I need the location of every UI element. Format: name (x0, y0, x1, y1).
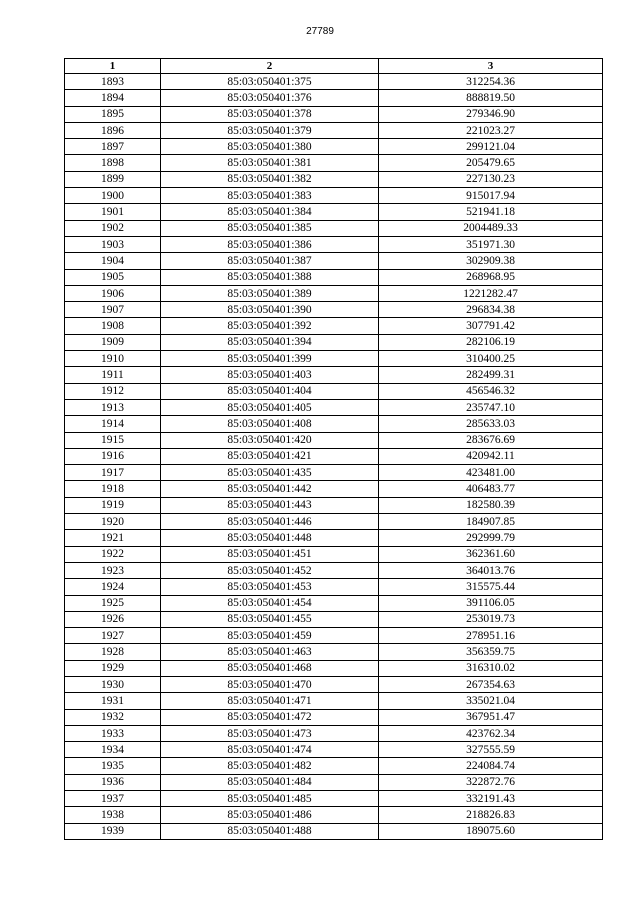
value-cell: 1221282.47 (379, 285, 603, 301)
value-cell: 189075.60 (379, 823, 603, 839)
row-number-cell: 1922 (65, 546, 161, 562)
cadastral-number-cell: 85:03:050401:484 (161, 774, 379, 790)
cadastral-number-cell: 85:03:050401:488 (161, 823, 379, 839)
value-cell: 227130.23 (379, 171, 603, 187)
value-cell: 278951.16 (379, 628, 603, 644)
row-number-cell: 1938 (65, 807, 161, 823)
value-cell: 406483.77 (379, 481, 603, 497)
table-row (65, 807, 603, 823)
row-number-cell: 1913 (65, 399, 161, 415)
cadastral-number-cell: 85:03:050401:435 (161, 465, 379, 481)
table-row (65, 416, 603, 432)
row-number-cell: 1902 (65, 220, 161, 236)
value-cell: 332191.43 (379, 791, 603, 807)
cadastral-number-cell: 85:03:050401:473 (161, 725, 379, 741)
row-number-cell: 1894 (65, 90, 161, 106)
table-row (65, 155, 603, 171)
cadastral-number-cell: 85:03:050401:474 (161, 742, 379, 758)
table-row (65, 351, 603, 367)
cadastral-number-cell: 85:03:050401:486 (161, 807, 379, 823)
row-number-cell: 1912 (65, 383, 161, 399)
table-row (65, 644, 603, 660)
value-cell: 224084.74 (379, 758, 603, 774)
value-cell: 307791.42 (379, 318, 603, 334)
cadastral-number-cell: 85:03:050401:404 (161, 383, 379, 399)
value-cell: 292999.79 (379, 530, 603, 546)
column-header-1: 1 (65, 59, 161, 74)
value-cell: 356359.75 (379, 644, 603, 660)
value-cell: 285633.03 (379, 416, 603, 432)
row-number-cell: 1917 (65, 465, 161, 481)
cadastral-number-cell: 85:03:050401:376 (161, 90, 379, 106)
cadastral-number-cell: 85:03:050401:387 (161, 253, 379, 269)
row-number-cell: 1911 (65, 367, 161, 383)
table-row (65, 660, 603, 676)
value-cell: 335021.04 (379, 693, 603, 709)
cadastral-number-cell: 85:03:050401:403 (161, 367, 379, 383)
cadastral-number-cell: 85:03:050401:448 (161, 530, 379, 546)
value-cell: 327555.59 (379, 742, 603, 758)
cadastral-number-cell: 85:03:050401:452 (161, 562, 379, 578)
cadastral-number-cell: 85:03:050401:375 (161, 74, 379, 90)
cadastral-number-cell: 85:03:050401:420 (161, 432, 379, 448)
table-header-row (65, 59, 603, 74)
cadastral-number-cell: 85:03:050401:385 (161, 220, 379, 236)
cadastral-number-cell: 85:03:050401:381 (161, 155, 379, 171)
cadastral-number-cell: 85:03:050401:455 (161, 611, 379, 627)
value-cell: 283676.69 (379, 432, 603, 448)
table-row (65, 546, 603, 562)
cadastral-number-cell: 85:03:050401:394 (161, 334, 379, 350)
row-number-cell: 1925 (65, 595, 161, 611)
table-row (65, 514, 603, 530)
value-cell: 521941.18 (379, 204, 603, 220)
value-cell: 367951.47 (379, 709, 603, 725)
cadastral-number-cell: 85:03:050401:382 (161, 171, 379, 187)
cadastral-number-cell: 85:03:050401:384 (161, 204, 379, 220)
row-number-cell: 1898 (65, 155, 161, 171)
row-number-cell: 1903 (65, 236, 161, 252)
row-number-cell: 1918 (65, 481, 161, 497)
row-number-cell: 1919 (65, 497, 161, 513)
value-cell: 279346.90 (379, 106, 603, 122)
table-row (65, 220, 603, 236)
row-number-cell: 1914 (65, 416, 161, 432)
cadastral-number-cell: 85:03:050401:451 (161, 546, 379, 562)
row-number-cell: 1939 (65, 823, 161, 839)
row-number-cell: 1900 (65, 188, 161, 204)
cadastral-number-cell: 85:03:050401:388 (161, 269, 379, 285)
table-row (65, 188, 603, 204)
value-cell: 235747.10 (379, 399, 603, 415)
row-number-cell: 1910 (65, 351, 161, 367)
value-cell: 184907.85 (379, 514, 603, 530)
table-row (65, 448, 603, 464)
cadastral-number-cell: 85:03:050401:405 (161, 399, 379, 415)
value-cell: 218826.83 (379, 807, 603, 823)
value-cell: 315575.44 (379, 579, 603, 595)
table-row (65, 236, 603, 252)
cadastral-number-cell: 85:03:050401:446 (161, 514, 379, 530)
row-number-cell: 1893 (65, 74, 161, 90)
value-cell: 423762.34 (379, 725, 603, 741)
cadastral-number-cell: 85:03:050401:390 (161, 302, 379, 318)
row-number-cell: 1904 (65, 253, 161, 269)
cadastral-number-cell: 85:03:050401:392 (161, 318, 379, 334)
row-number-cell: 1896 (65, 122, 161, 138)
row-number-cell: 1928 (65, 644, 161, 660)
cadastral-number-cell: 85:03:050401:408 (161, 416, 379, 432)
table-row (65, 676, 603, 692)
value-cell: 267354.63 (379, 676, 603, 692)
table-row (65, 611, 603, 627)
table-row (65, 530, 603, 546)
row-number-cell: 1897 (65, 139, 161, 155)
row-number-cell: 1921 (65, 530, 161, 546)
cadastral-number-cell: 85:03:050401:485 (161, 791, 379, 807)
row-number-cell: 1906 (65, 285, 161, 301)
table-row (65, 171, 603, 187)
cadastral-number-cell: 85:03:050401:399 (161, 351, 379, 367)
table-row (65, 399, 603, 415)
cadastral-number-cell: 85:03:050401:379 (161, 122, 379, 138)
table-row (65, 204, 603, 220)
table-body (65, 74, 603, 840)
table-row (65, 579, 603, 595)
value-cell: 282499.31 (379, 367, 603, 383)
row-number-cell: 1899 (65, 171, 161, 187)
value-cell: 302909.38 (379, 253, 603, 269)
page-number: 27789 (306, 26, 334, 37)
cadastral-number-cell: 85:03:050401:454 (161, 595, 379, 611)
row-number-cell: 1927 (65, 628, 161, 644)
table-row (65, 74, 603, 90)
cadastral-number-cell: 85:03:050401:383 (161, 188, 379, 204)
table-row (65, 465, 603, 481)
cadastral-number-cell: 85:03:050401:386 (161, 236, 379, 252)
table-row (65, 481, 603, 497)
row-number-cell: 1920 (65, 514, 161, 530)
table-row (65, 742, 603, 758)
value-cell: 888819.50 (379, 90, 603, 106)
row-number-cell: 1937 (65, 791, 161, 807)
row-number-cell: 1931 (65, 693, 161, 709)
cadastral-number-cell: 85:03:050401:421 (161, 448, 379, 464)
value-cell: 299121.04 (379, 139, 603, 155)
row-number-cell: 1930 (65, 676, 161, 692)
row-number-cell: 1924 (65, 579, 161, 595)
table-row (65, 139, 603, 155)
table-row (65, 562, 603, 578)
row-number-cell: 1935 (65, 758, 161, 774)
row-number-cell: 1923 (65, 562, 161, 578)
value-cell: 310400.25 (379, 351, 603, 367)
row-number-cell: 1933 (65, 725, 161, 741)
value-cell: 420942.11 (379, 448, 603, 464)
value-cell: 296834.38 (379, 302, 603, 318)
table-row (65, 106, 603, 122)
value-cell: 268968.95 (379, 269, 603, 285)
value-cell: 205479.65 (379, 155, 603, 171)
cadastral-number-cell: 85:03:050401:471 (161, 693, 379, 709)
row-number-cell: 1905 (65, 269, 161, 285)
table-row (65, 709, 603, 725)
value-cell: 221023.27 (379, 122, 603, 138)
row-number-cell: 1934 (65, 742, 161, 758)
table-row (65, 122, 603, 138)
data-table (64, 58, 603, 840)
value-cell: 362361.60 (379, 546, 603, 562)
row-number-cell: 1929 (65, 660, 161, 676)
table-row (65, 383, 603, 399)
row-number-cell: 1901 (65, 204, 161, 220)
table-row (65, 432, 603, 448)
row-number-cell: 1926 (65, 611, 161, 627)
value-cell: 316310.02 (379, 660, 603, 676)
cadastral-number-cell: 85:03:050401:380 (161, 139, 379, 155)
column-header-2: 2 (161, 59, 379, 74)
table-row (65, 269, 603, 285)
row-number-cell: 1908 (65, 318, 161, 334)
table-row (65, 90, 603, 106)
table-row (65, 791, 603, 807)
row-number-cell: 1895 (65, 106, 161, 122)
cadastral-number-cell: 85:03:050401:472 (161, 709, 379, 725)
cadastral-number-cell: 85:03:050401:470 (161, 676, 379, 692)
table-row (65, 693, 603, 709)
table-row (65, 758, 603, 774)
row-number-cell: 1909 (65, 334, 161, 350)
value-cell: 423481.00 (379, 465, 603, 481)
table-row (65, 595, 603, 611)
table-row (65, 253, 603, 269)
table-row (65, 285, 603, 301)
value-cell: 253019.73 (379, 611, 603, 627)
cadastral-number-cell: 85:03:050401:468 (161, 660, 379, 676)
row-number-cell: 1915 (65, 432, 161, 448)
cadastral-number-cell: 85:03:050401:443 (161, 497, 379, 513)
row-number-cell: 1907 (65, 302, 161, 318)
table-row (65, 497, 603, 513)
table-row (65, 823, 603, 839)
value-cell: 351971.30 (379, 236, 603, 252)
table-row (65, 334, 603, 350)
row-number-cell: 1916 (65, 448, 161, 464)
cadastral-number-cell: 85:03:050401:453 (161, 579, 379, 595)
value-cell: 322872.76 (379, 774, 603, 790)
cadastral-number-cell: 85:03:050401:459 (161, 628, 379, 644)
value-cell: 915017.94 (379, 188, 603, 204)
cadastral-number-cell: 85:03:050401:482 (161, 758, 379, 774)
table-row (65, 725, 603, 741)
table-row (65, 774, 603, 790)
value-cell: 2004489.33 (379, 220, 603, 236)
table-row (65, 367, 603, 383)
cadastral-number-cell: 85:03:050401:378 (161, 106, 379, 122)
value-cell: 456546.32 (379, 383, 603, 399)
cadastral-number-cell: 85:03:050401:389 (161, 285, 379, 301)
row-number-cell: 1936 (65, 774, 161, 790)
value-cell: 391106.05 (379, 595, 603, 611)
table-row (65, 628, 603, 644)
value-cell: 312254.36 (379, 74, 603, 90)
value-cell: 364013.76 (379, 562, 603, 578)
cadastral-number-cell: 85:03:050401:442 (161, 481, 379, 497)
table-row (65, 302, 603, 318)
column-header-3: 3 (379, 59, 603, 74)
table-row (65, 318, 603, 334)
value-cell: 182580.39 (379, 497, 603, 513)
value-cell: 282106.19 (379, 334, 603, 350)
cadastral-number-cell: 85:03:050401:463 (161, 644, 379, 660)
row-number-cell: 1932 (65, 709, 161, 725)
